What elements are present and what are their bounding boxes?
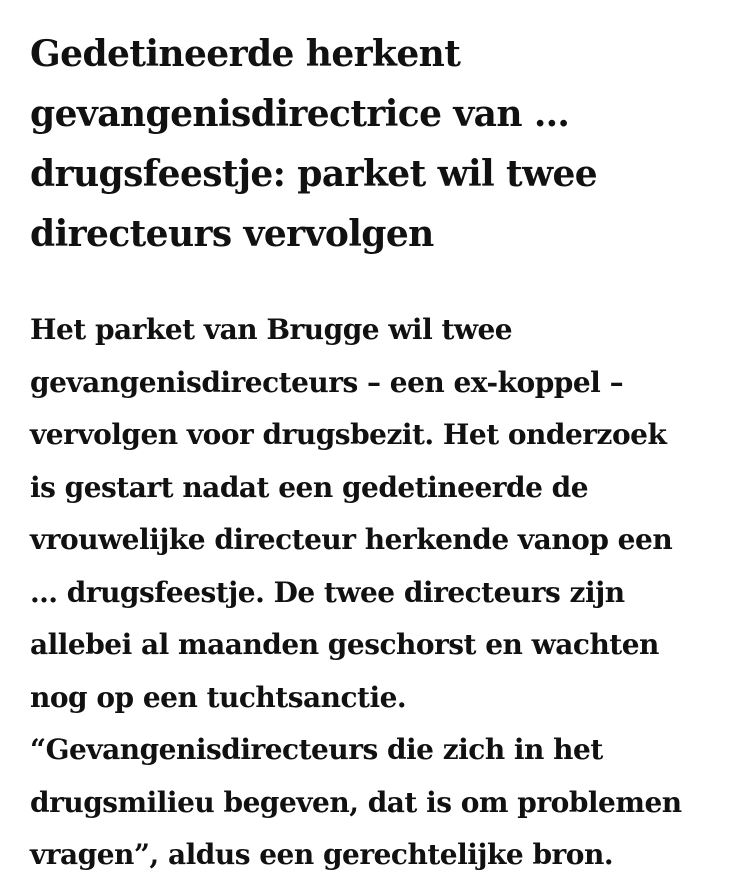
- lead-line: vervolgen voor drugsbezit. Het onderzoek: [30, 418, 667, 451]
- article-headline: [30, 24, 720, 264]
- lead-line: drugsmilieu begeven, dat is om problemen: [30, 785, 682, 819]
- lead-line: allebei al maanden geschorst en wachten: [30, 628, 659, 661]
- lead-line: Het parket van Brugge wil twee: [30, 313, 513, 346]
- lead-line: vragen”, aldus een gerechtelijke bron.: [30, 838, 614, 871]
- headline-line: directeurs vervolgen: [30, 213, 434, 255]
- lead-line: vrouwelijke directeur herkende vanop een: [30, 523, 673, 556]
- lead-line: gevangenisdirecteurs – een ex-koppel –: [30, 365, 624, 399]
- article: [30, 24, 720, 882]
- lead-line: is gestart nadat een gedetineerde de: [30, 470, 589, 504]
- headline-line: Gedetineerde herkent: [30, 33, 461, 75]
- headline-line: drugsfeestje: parket wil twee: [30, 153, 598, 195]
- lead-line: … drugsfeestje. De twee directeurs zijn: [30, 575, 625, 609]
- lead-line: nog op een tuchtsanctie.: [30, 680, 407, 714]
- headline-line: gevangenisdirectrice van …: [30, 93, 570, 135]
- article-lead: [30, 304, 720, 882]
- lead-line: “Gevangenisdirecteurs die zich in het: [30, 733, 603, 766]
